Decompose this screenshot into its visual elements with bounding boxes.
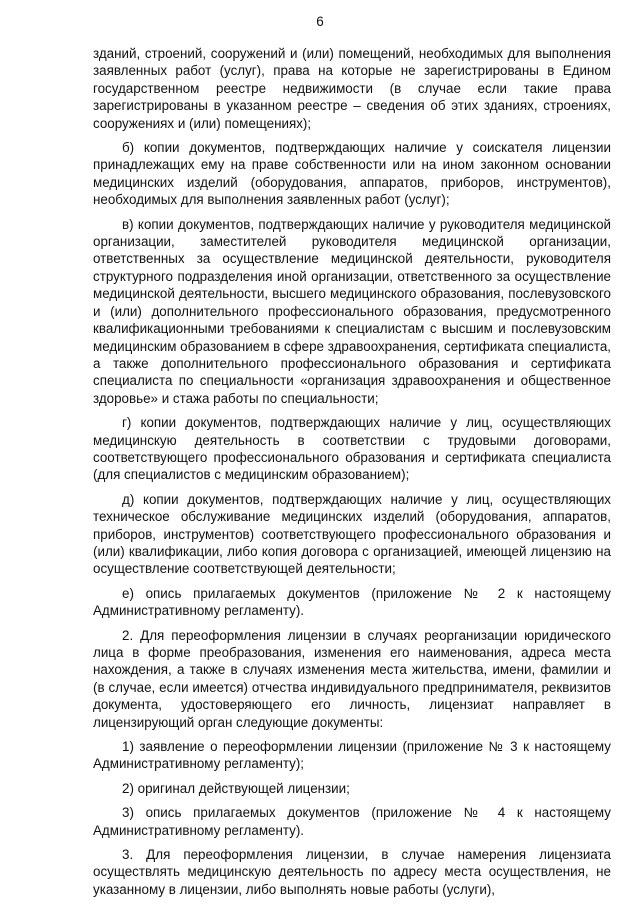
paragraph-item-3: 3) опись прилагаемых документов (приложение № 4 к настоящему Административному регламенту). <box>93 805 611 838</box>
paragraph-item-2: 2) оригинал действующей лицензии; <box>122 780 350 796</box>
paragraph-item-g: г) копии документов, подтверждающих наличие у лиц, осуществляющих медицинскую деятельность в соответствии с трудовыми договорами, соответствующего профессионального образования и сертификата специалиста (для специалистов с медицинским образованием); <box>93 415 611 483</box>
paragraph-item-b: б) копии документов, подтверждающих наличие у соискателя лицензии принадлежащих ему на праве собственности или на ином законном основании медицинских изделий (оборудования, аппаратов, приборов, инструментов), необходимых для выполнения заявленных работ (услуг); <box>93 140 611 208</box>
paragraph-continuation: зданий, строений, сооружений и (или) помещений, необходимых для выполнения заявленных работ (услуг), права на которые не зарегистрированы в Едином государственном реестре недвижимости (в случае если такие права зарегистрированы в указанном реестре – сведения об этих зданиях, строениях, сооружениях и (или) помещениях); <box>93 46 611 131</box>
paragraph-section-3: 3. Для переоформления лицензии, в случае намерения лицензиата осуществлять медицинскую деятельность по адресу места осуществления, не указанному в лицензии, либо выполнять новые работы (услуги), <box>93 847 611 897</box>
page-number: 6 <box>316 14 324 29</box>
paragraph-item-e: е) опись прилагаемых документов (приложение № 2 к настоящему Административному регламенту). <box>93 585 611 619</box>
paragraph-item-d: д) копии документов, подтверждающих наличие у лиц, осуществляющих техническое обслуживание медицинских изделий (оборудования, аппаратов, приборов, инструментов) соответствующего профессионального образования и (или) квалификации, либо копия договора с организацией, имеющей лицензию на осуществление соответствующей деятельности; <box>93 491 611 577</box>
document-body <box>93 45 611 905</box>
paragraph-item-v: в) копии документов, подтверждающих наличие у руководителя медицинской организации, заместителей руководителя медицинской организации, ответственных за осуществление медицинской деятельности, руководителя структурного подразделения иной организации, ответственного за осуществление медицинской деятельности, высшего медицинского образования, послевузовского и (или) дополнительного профессионального образования, предусмотренного квалификационными требованиями к специалистам с высшим и послевузовским медицинским образованием в сфере здравоохранения, сертификата специалиста, а также дополнительного профессионального образования и сертификата специалиста по специальности «организация здравоохранения и общественное здоровье» и стажа работы по специальности; <box>93 216 611 406</box>
paragraph-item-1: 1) заявление о переоформлении лицензии (приложение № 3 к настоящему Административному регламенту); <box>93 739 611 772</box>
paragraph-section-2: 2. Для переоформления лицензии в случаях реорганизации юридического лица в форме преобразования, изменения его наименования, адреса места нахождения, а также в случаях изменения места жительства, имени, фамилии и (в случае, если имеется) отчества индивидуального предпринимателя, реквизитов документа, удостоверяющего его личность, лицензиат направляет в лицензирующий орган следующие документы: <box>93 627 611 730</box>
